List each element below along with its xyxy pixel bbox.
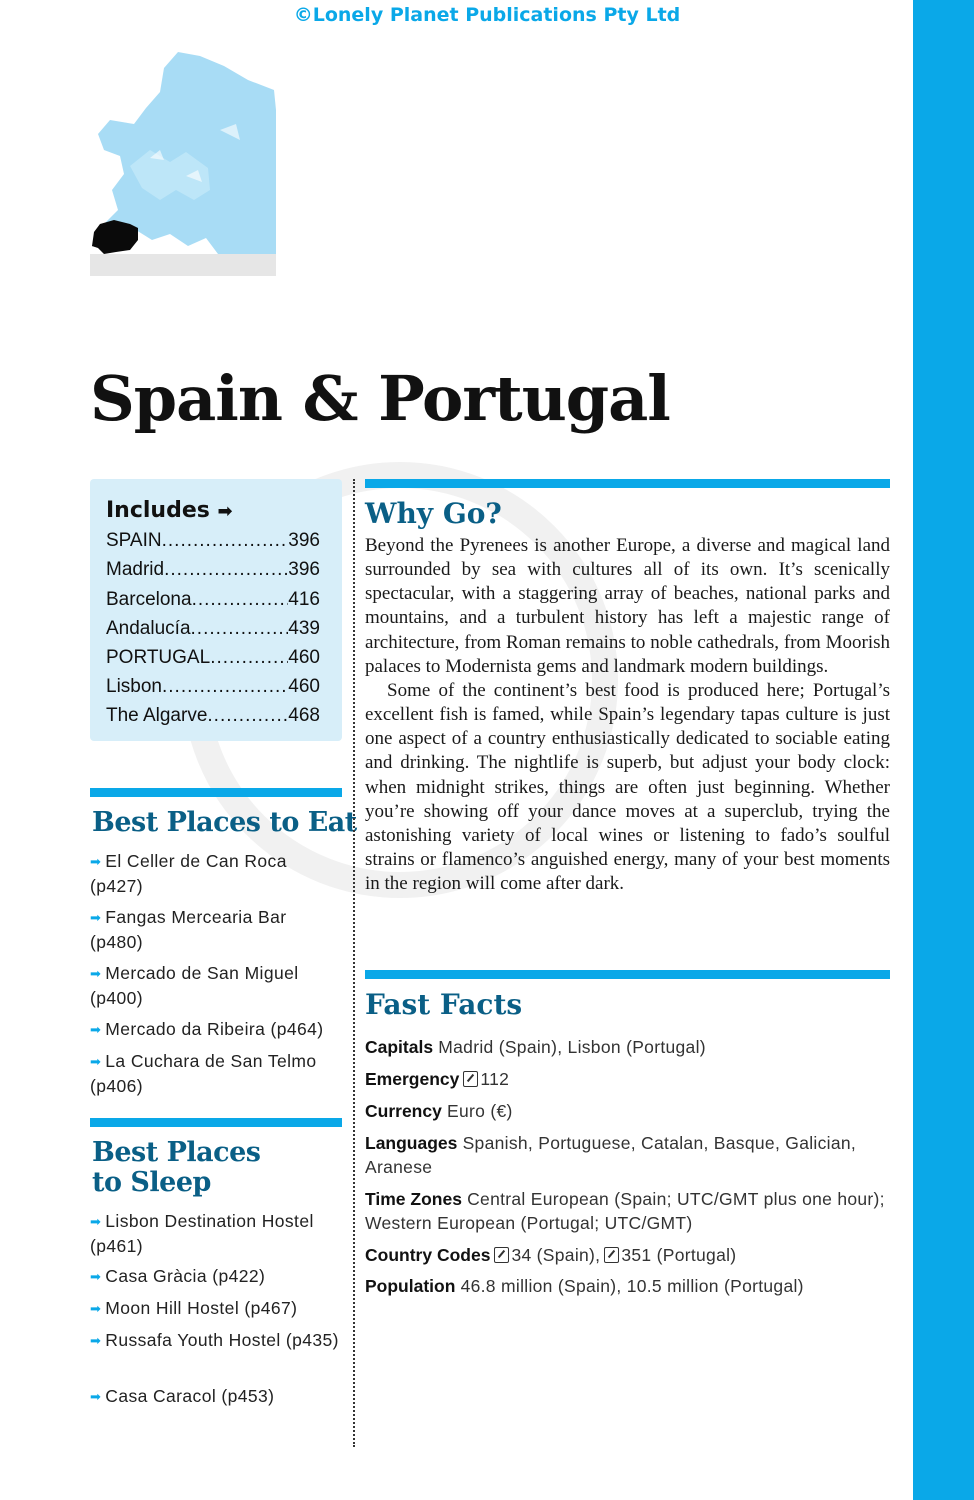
include-item: Andalucía ..... 439 [106,618,320,640]
list-item: ➡ Moon Hill Hostel (p467) [90,1298,298,1318]
include-item: Madrid ..... 396 [106,559,320,581]
page-title: Spain & Portugal [90,362,670,435]
include-item: The Algarve ..... 468 [106,705,320,727]
list-item: ➡ Russafa Youth Hostel (p435) [90,1330,339,1350]
arrow-right-icon: ➡ [217,501,233,522]
phone-icon [463,1071,478,1087]
phone-icon [494,1247,509,1263]
list-item: ➡ La Cuchara de San Telmo (p406) [90,1051,317,1096]
column-divider [353,479,355,1447]
list-item: ➡ Casa Gràcia (p422) [90,1266,266,1286]
arrow-right-icon: ➡ [90,1054,102,1069]
list-item: ➡ El Celler de Can Roca (p427) [90,851,287,896]
section-rule [90,1118,342,1127]
include-item: SPAIN ..... 396 [106,530,320,552]
paragraph: Beyond the Pyrenees is another Europe, a diverse and magical land surrounded by sea with cultures all of its own. It’s scenically spectacular, with a staggering array of beaches, national parks and mountains, and a turbulent history has left a majestic range of architecture, from Roman remains to noble cathedrals, from Moorish palaces to Modernista gems and landmark modern buildings. [365,535,890,677]
fact-languages: Languages Spanish, Portuguese, Catalan, Basque, Galician, Aranese [365,1133,857,1177]
include-item: Barcelona ..... 416 [106,589,320,611]
list-item: ➡ Casa Caracol (p453) [90,1386,275,1406]
section-rule [365,970,890,979]
include-item: PORTUGAL ..... 460 [106,647,320,669]
arrow-right-icon: ➡ [90,1301,102,1316]
locator-map [90,50,276,276]
why-go-body [365,534,890,896]
arrow-right-icon: ➡ [90,1269,102,1284]
arrow-right-icon: ➡ [90,1022,102,1037]
fact-emergency: Emergency 112 [365,1069,510,1089]
list-item: ➡ Mercado de San Miguel (p400) [90,963,299,1008]
why-go-heading: Why Go? [365,497,502,530]
fact-time-zones: Time Zones Central European (Spain; UTC/GMT plus one hour); Western European (Portugal; UTC/GMT) [365,1189,885,1233]
best-eat-heading: Best Places to Eat [92,807,357,838]
includes-box [90,479,342,741]
fact-capitals: Capitals Madrid (Spain), Lisbon (Portugal) [365,1037,706,1057]
includes-heading: Includes ➡ [106,498,233,523]
arrow-right-icon: ➡ [90,910,102,925]
arrow-right-icon: ➡ [90,1214,102,1229]
section-rule [365,479,890,488]
arrow-right-icon: ➡ [90,966,102,981]
paragraph: Some of the continent’s best food is produced here; Portugal’s excellent fish is famed, while Spain’s legendary tapas culture is just one aspect of a country enthusiastically dedicated to sociable eating and drinking. The nightlife is superb, but adjust your body clock: when midnight strikes, things are often just beginning. Whether you’re showing off your dance moves at a superclub, trying the astonishing variety of local wines or listening to fado’s soulful strains or flamenco’s anguished energy, many of your best moments in the region will come after dark. [365,679,890,895]
page-edge-band [913,0,974,1500]
fact-country-codes: Country Codes 34 (Spain), 351 (Portugal) [365,1245,737,1265]
best-sleep-heading: Best Places to Sleep [92,1137,261,1198]
fact-currency: Currency Euro (€) [365,1101,513,1121]
list-item: ➡ Mercado da Ribeira (p464) [90,1019,324,1039]
copyright-notice: ©Lonely Planet Publications Pty Ltd [293,4,681,26]
include-item: Lisbon ..... 460 [106,676,320,698]
section-rule [90,788,342,797]
arrow-right-icon: ➡ [90,1389,102,1404]
list-item: ➡ Lisbon Destination Hostel (p461) [90,1211,314,1256]
list-item: ➡ Fangas Mercearia Bar (p480) [90,907,287,952]
phone-icon [604,1247,619,1263]
fact-population: Population 46.8 million (Spain), 10.5 million (Portugal) [365,1276,804,1296]
arrow-right-icon: ➡ [90,854,102,869]
fast-facts-heading: Fast Facts [365,988,523,1021]
arrow-right-icon: ➡ [90,1333,102,1348]
